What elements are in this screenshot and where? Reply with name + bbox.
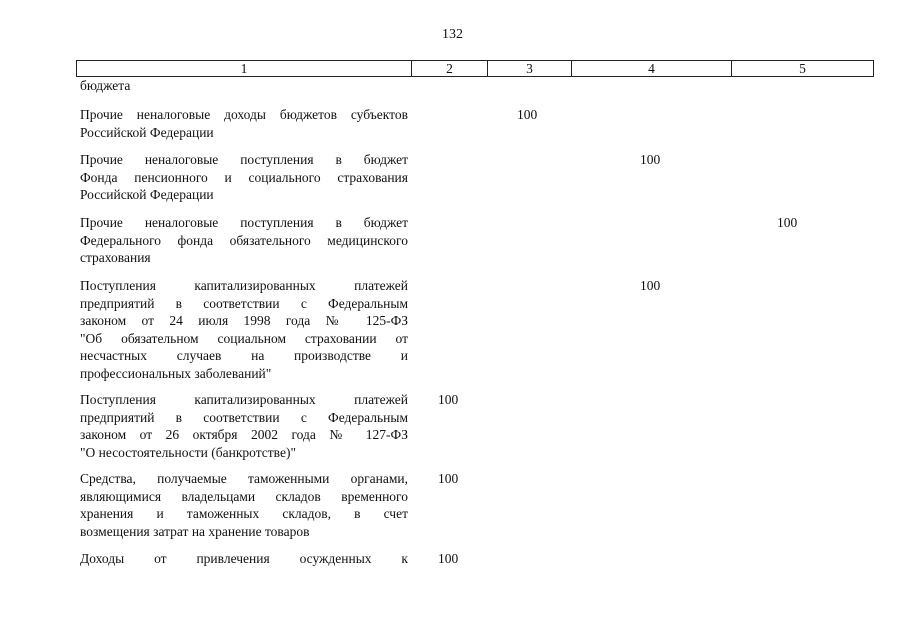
row-description-line: профессиональных заболеваний"	[80, 365, 272, 381]
table-header-col-1: 1	[77, 61, 412, 76]
row-description-line: Российской Федерации	[80, 187, 214, 202]
row-description-line: Фонда пенсионного и социального страхования	[80, 169, 408, 185]
row-value-col4: 100	[640, 152, 661, 167]
row-description-line: Доходы от привлечения осужденных к	[80, 551, 408, 566]
row-value-col5: 100	[777, 215, 798, 230]
row-description-line: "О несостоятельности (банкротстве)"	[80, 444, 296, 460]
row-value-col4: 100	[640, 278, 661, 293]
table-header-col-5: 5	[799, 61, 806, 76]
row-description-line: возмещения затрат на хранение товаров	[80, 523, 310, 539]
row-description-line: страхования	[80, 250, 151, 265]
row-description	[80, 470, 408, 540]
page-number: 132	[442, 27, 463, 42]
row-description-line: законом от 26 октября 2002 года № 127-ФЗ	[80, 427, 408, 442]
row-description-line: Прочие неналоговые поступления в бюджет	[80, 215, 408, 230]
row-description-line: Прочие неналоговые доходы бюджетов субъектов	[80, 107, 408, 122]
row-description-line: Средства, получаемые таможенными органами,	[80, 471, 408, 486]
row-description-line: Федерального фонда обязательного медицинского	[80, 232, 408, 248]
table-header-row	[76, 60, 874, 77]
row-description-line: Поступления капитализированных платежей	[80, 392, 408, 407]
table-header-col-2: 2	[412, 61, 488, 76]
row-value-col2: 100	[438, 471, 459, 486]
row-description-line: "Об обязательном социальном страховании от	[80, 330, 408, 346]
row-description-line: законом от 24 июля 1998 года № 125-ФЗ	[80, 313, 408, 328]
row-description-line: Поступления капитализированных платежей	[80, 278, 408, 293]
table-header-col-4: 4	[572, 61, 732, 76]
row-description-line: хранения и таможенных складов, в счет	[80, 506, 408, 521]
row-description-line: предприятий в соответствии с Федеральным	[80, 409, 408, 425]
row-value-col3: 100	[517, 107, 538, 122]
row-description	[80, 151, 408, 204]
row-description	[80, 214, 408, 267]
row-description-line: несчастных случаев на производстве и	[80, 348, 408, 363]
row-description	[80, 277, 408, 382]
continuation-text: бюджета	[80, 78, 131, 93]
row-description	[80, 106, 408, 141]
row-description	[80, 391, 408, 461]
row-description	[80, 550, 408, 568]
row-description-line: являющимися владельцами складов временного	[80, 488, 408, 504]
row-description-line: Российской Федерации	[80, 124, 214, 140]
row-value-col2: 100	[438, 551, 459, 566]
table-header-col-3: 3	[488, 61, 572, 76]
row-value-col2: 100	[438, 392, 459, 407]
row-description-line: предприятий в соответствии с Федеральным	[80, 295, 408, 311]
row-description-line: Прочие неналоговые поступления в бюджет	[80, 152, 408, 167]
